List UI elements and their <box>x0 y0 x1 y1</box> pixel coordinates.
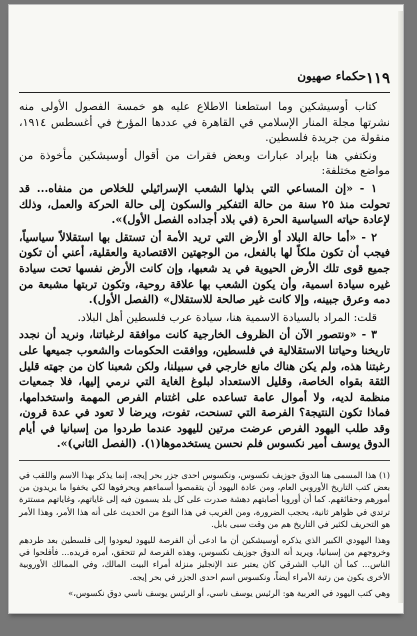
quote-two: ٢ - «أما حالة البلاد أو الأرض التي تريد الأمة أن تستقل بها استقلالاً سياسياً، فيجب أن تكون ملكاً لها بالفعل، من الوجهتين الاقتصادية والعقلية، أعني أن تكون جميع قوى تلك الأرض الحيوية في يد شعبها، وإن كانت الأرض نفسها تحت سيادة غيره سيادة اسمية، وأن يكون الشعب بها علاقة روحية، وتكون تربتها مشبعة من دمه وعرق جبينه، وإلا كانت غير صالحة للاستقلال» (الفصل الأول). <box>19 230 390 307</box>
header-rule <box>19 92 390 93</box>
page-content <box>19 11 390 605</box>
footnote-two: وهذا اليهودي الكبير الذي يذكره أوسيشكين أن ما ادعى أن الفرصة لليهود ليعودوا إلى فلسطين بعد طردهم وخروجهم من إسبانيا، ويريد أنه الدوق جوزيف نكسوس، وهذه الفرصة لم تتحقق، أمره فريده... فأفلحوا في الناس... كما أن الباب الشرقي كان يعتبر عند الإنجليز منزلة أمراء البيت المالك، وفي الممالك الأوروبية الأخرى يكون من رتبة الأمراء أيضاً، ونكسوس اسم احدى الجزر في بحر إيجه. <box>19 535 390 582</box>
running-title: حكماء صهيون <box>297 69 366 83</box>
document-page <box>8 4 404 614</box>
footnote-one: (١) هذا المسمى هنا الدوق جوزيف نكسوس، ونكسوس احدى جزر بحر إيجه، إنما يذكر بهذا الاسم واللقب في بعض كتب التاريخ الأوروبي العام، ومن عادة اليهود أن يتقمصوا أسماءهم ويحرفوها لكي يخفوا ما يريدون من أمورهم وحقائقهم. كما أن أوروبا أصابتهم دهشة صدرت على كل بلد يسمون فيه إلى غاياتهم، وغاياتهم مستترة ترتدي في ظواهر ثانية، يحجب الضرورة، ومن الغريب في هذا النوع من الحديث على أنه هذا الأمر، وهذا الأمر هو التحريف لكثير في التاريخ هم من وقت سبى بابل. <box>19 470 390 529</box>
quote-one: ١ - «إن المساعي التي بذلها الشعب الإسرائيلي للخلاص من منفاه... قد تحولت منذ ٢٥ سنة من حالة التفكير والسكون إلى حالة الحركة والعمل، وذلك لإعادة حياته السياسية الحرة (في بلاد أجداده الفصل الأول)». <box>19 181 390 227</box>
page-header <box>19 67 390 93</box>
quote-three: ٣ - «ونتصور الآن أن الظروف الخارجية كانت موافقة لرغباتنا، ونريد أن نجدد تاريخنا وحياتنا الاستقلالية في فلسطين، ووافقت الحكومات والشعوب جميعها على رغبتنا هذه، ولم يكن هناك مانع خارجي في سبيلنا، ولكن شعبنا كان من جهته قليل الثقة بقواه الخاصة، وقليل الاستعداد لبلوغ الغاية التي نرمي إليها، فلا جمعيات منظمة لديه، ولا أموال عامة تساعده على اغتنام الفرص المهمة واستخدامها، فماذا تكون النتيجة؟ الفرصة التي تسنحت، تفوت، ويرضا لا تعود في عدة قرون، وقد طلب اليهود الفرص عرضت مرتين لليهود عندما طردوا من إسبانيا في أيام الدوق يوسف أمير نكسوس فلم نحسن يستخدموها(١). (الفصل الثاني)». <box>19 328 390 451</box>
main-text <box>19 99 390 452</box>
page-number: ١١٩ <box>365 69 390 87</box>
page-edge <box>398 11 404 603</box>
author-note: قلت: المراد بالسيادة الاسمية هنا، سيادة عرب فلسطين أهل البلاد. <box>77 310 377 324</box>
footnote-three: وهي كتب اليهود في العربية هو: الرئيس يوسف ناسي، أو الرئيس يوسف ناسي دوق نكسوس،» <box>68 587 390 598</box>
paragraph-intro: كتاب أوسيشكين وما استطعنا الاطلاع عليه هو خمسة الفصول الأولى منه نشرتها مجلة المنار الإسلامي في القاهرة في عددها المؤرخ في أغسطس ١٩١٤، منقولة من جريدة فلسطين. <box>19 100 390 145</box>
footnotes <box>19 460 390 599</box>
paragraph-context: ونكتفي هنا بإيراد عبارات وبعض فقرات من أقوال أوسيشكين مأخوذة من مواضع مختلفة: <box>19 148 390 178</box>
